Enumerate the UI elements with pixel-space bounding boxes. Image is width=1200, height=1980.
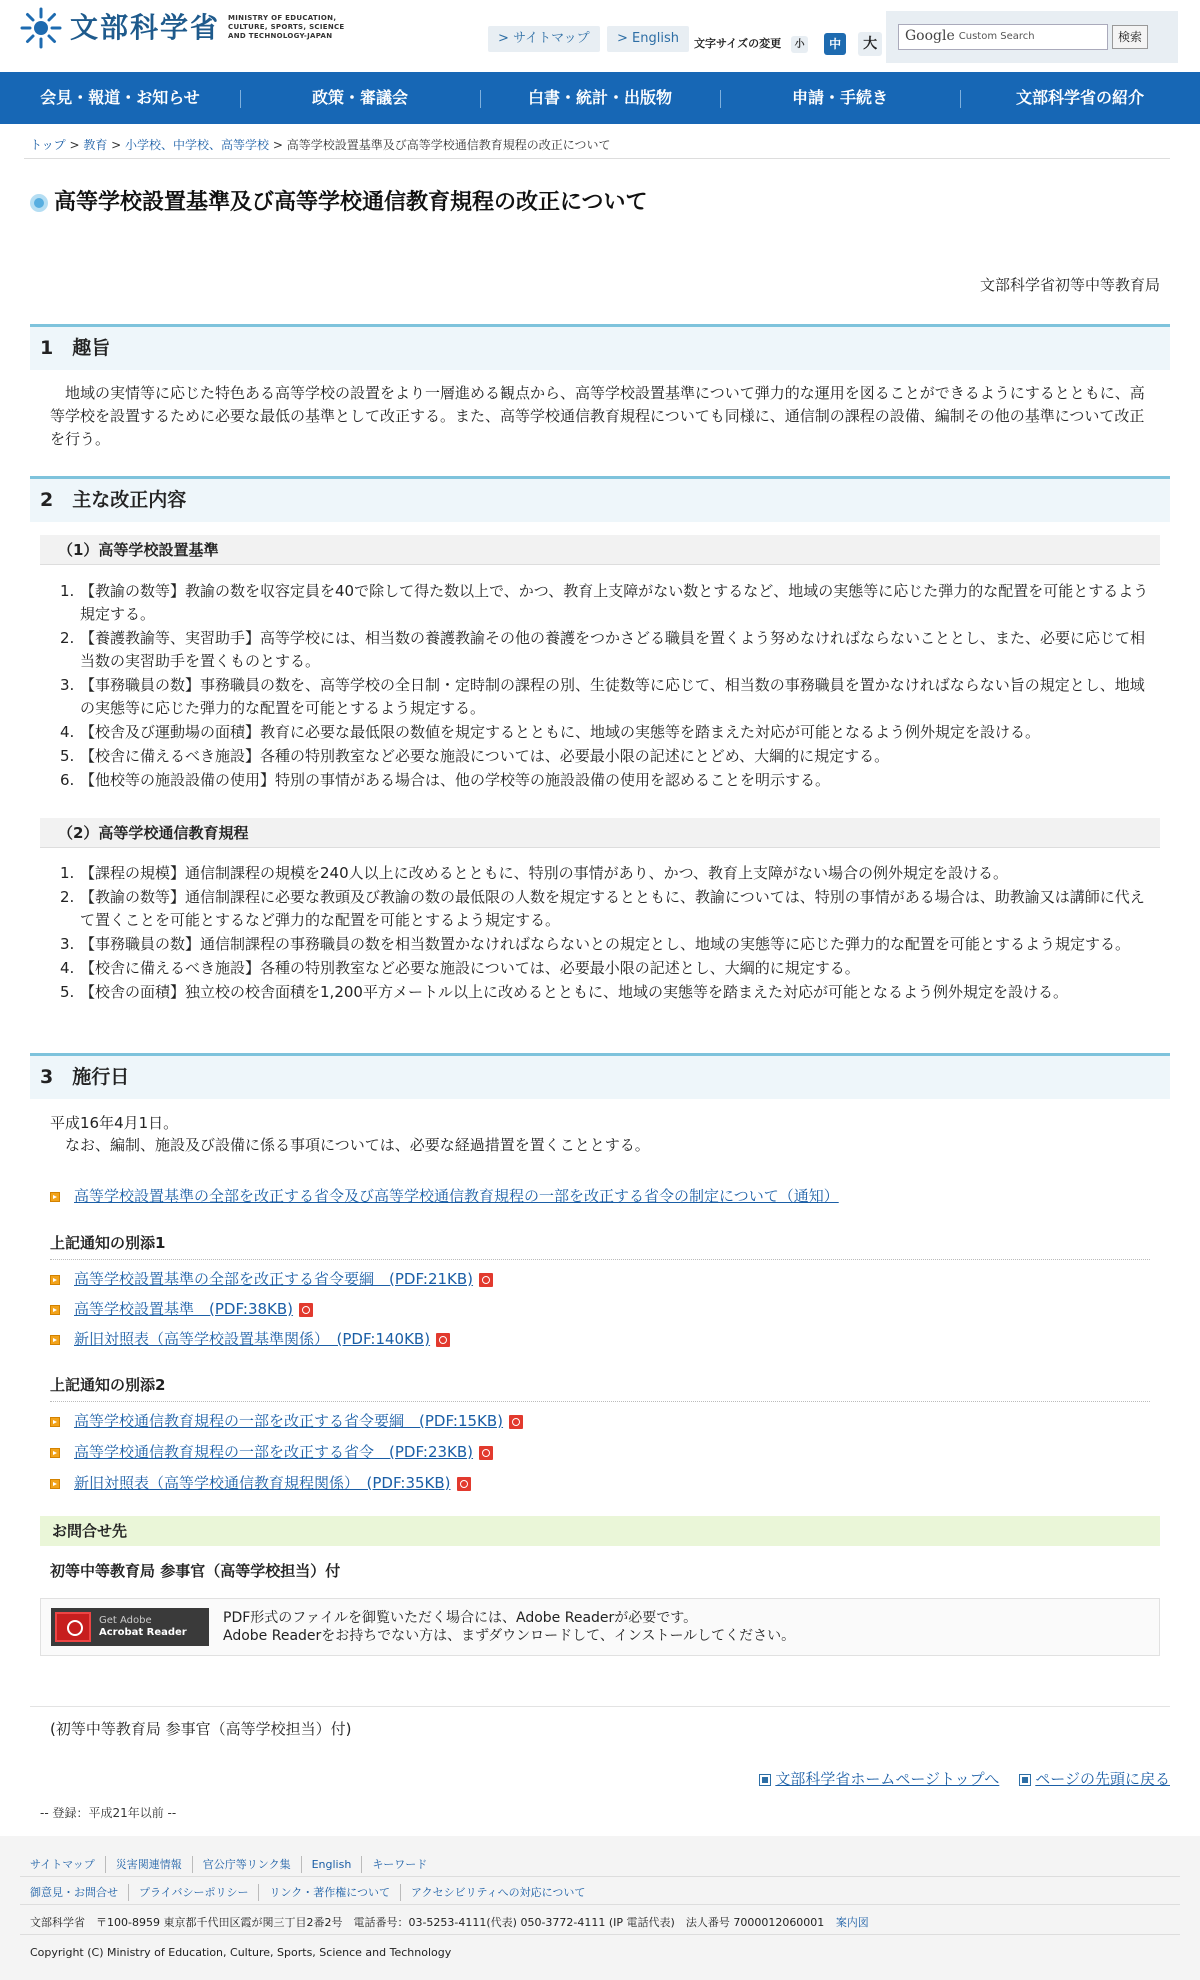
annex2-link-comparison[interactable]: 新旧対照表（高等学校通信教育規程関係） (PDF:35KB)	[74, 1474, 451, 1492]
footer-link-sitemap[interactable]: サイトマップ	[30, 1858, 95, 1871]
home-arrow-icon	[759, 1774, 771, 1786]
link-bullet-icon	[50, 1479, 60, 1489]
effective-date-note: なお、編制、施設及び設備に係る事項については、必要な経過措置を置くこととする。	[50, 1136, 650, 1154]
notice-link[interactable]: 高等学校設置基準の全部を改正する省令及び高等学校通信教育規程の一部を改正する省令の制定について（通知）	[74, 1187, 839, 1205]
effective-date: 平成16年4月1日。	[50, 1114, 179, 1132]
get-adobe-reader-button[interactable]	[51, 1608, 209, 1646]
list-item: 1. 【教諭の数等】教諭の数を収容定員を40で除して得た数以上で、かつ、教育上支障がない数とするなど、地域の実態等に応じた弾力的な配置を可能とするよう規定する。	[60, 582, 1149, 623]
list-item: 2. 【教諭の数等】通信制課程に必要な教頭及び教諭の数の最低限の人数を規定するとともに、教諭については、特別の事情がある場合は、助教諭又は講師に代えて置くことを可能とするなど弾力的な配置を可能とするよう規定する。	[60, 888, 1145, 929]
annex1-heading: 上記通知の別添1	[50, 1232, 1150, 1260]
list-item: 3. 【事務職員の数】通信制課程の事務職員の数を相当数置かなければならないとの規定とし、地域の実態等に応じた弾力的な配置を可能とするよう規定する。	[60, 935, 1131, 953]
page-title-text: 高等学校設置基準及び高等学校通信教育規程の改正について	[54, 190, 648, 215]
subheading-correspondence-regulations: （2）高等学校通信教育規程	[40, 818, 1160, 848]
list-item: 2. 【養護教諭等、実習助手】高等学校には、相当数の養護教諭その他の養護をつかさどる職員を置くよう努めなければならないこととし、また、必要に応じて相当数の実習助手を置くものとする。	[60, 629, 1146, 670]
annex2-link-row	[50, 1472, 471, 1495]
divider	[30, 1706, 1170, 1707]
home-link[interactable]: 文部科学省ホームページトップへ	[775, 1770, 1000, 1788]
annex2-link-outline[interactable]: 高等学校通信教育規程の一部を改正する省令要綱 (PDF:15KB)	[74, 1412, 504, 1430]
annex1-link-row	[50, 1328, 450, 1351]
logo-english: MINISTRY OF EDUCATION, CULTURE, SPORTS, SCIENCE AND TECHNOLOGY-JAPAN	[228, 14, 345, 41]
adobe-message-line2: Adobe Readerをお持ちでない方は、まずダウンロードして、インストールしてください。	[223, 1628, 796, 1644]
font-size-selector	[694, 32, 882, 56]
annex1-link-row	[50, 1268, 493, 1291]
font-size-small-button[interactable]: 小	[791, 36, 808, 53]
adobe-message	[223, 1609, 795, 1645]
annex2-link-row	[50, 1410, 523, 1433]
link-bullet-icon	[50, 1417, 60, 1427]
list-item: 4. 【校舎に備えるべき施設】各種の特別教室など必要な施設については、必要最小限の記述とし、大綱的に規定する。	[60, 959, 860, 977]
site-search	[886, 11, 1178, 63]
nav-item-press[interactable]: 会見・報道・お知らせ	[40, 87, 200, 107]
adobe-badge-small: Get Adobe	[99, 1615, 152, 1626]
search-placeholder: Custom Search	[958, 31, 1035, 43]
font-size-medium-button[interactable]: 中	[824, 33, 846, 55]
font-size-label: 文字サイズの変更	[694, 37, 782, 51]
annex1-link-outline[interactable]: 高等学校設置基準の全部を改正する省令要綱 (PDF:21KB)	[74, 1270, 474, 1288]
list-item: 5. 【校舎に備えるべき施設】各種の特別教室など必要な施設については、必要最小限の記述にとどめ、大綱的に規定する。	[60, 747, 890, 765]
global-nav	[0, 72, 1200, 124]
page-links	[759, 1768, 1170, 1791]
registration-date: -- 登録：平成21年以前 --	[40, 1806, 177, 1820]
google-logo: Google	[905, 28, 955, 45]
pdf-icon	[479, 1273, 493, 1287]
footer-department: (初等中等教育局 参事官（高等学校担当）付)	[50, 1720, 352, 1738]
list-item: 1. 【課程の規模】通信制課程の規模を240人以上に改めるとともに、特別の事情があり、かつ、教育上支障がない場合の例外規定を設ける。	[60, 864, 1009, 882]
adobe-message-line1: PDF形式のファイルを御覧いただく場合には、Adobe Readerが必要です。	[223, 1610, 698, 1626]
list-item: 3. 【事務職員の数】事務職員の数を、高等学校の全日制・定時制の課程の別、生徒数等に応じて、相当数の事務職員を置かなければならない旨の規定とし、地域の実態等に応じた弾力的な配置を可能とするよう規定する。	[60, 676, 1145, 717]
link-bullet-icon	[50, 1305, 60, 1315]
copyright: Copyright (C) Ministry of Education, Culture, Sports, Science and Technology	[30, 1946, 452, 1959]
purpose-text: 地域の実情等に応じた特色ある高等学校の設置をより一層進める観点から、高等学校設置基準について弾力的な運用を図ることができるようにするとともに、高等学校を設置するために必要な最低の基準として改正する。また、高等学校通信教育規程についても同様に、通信制の課程の設備、編制その他の基準について改正を行う。	[50, 384, 1145, 448]
breadcrumb-divider	[24, 158, 1170, 159]
footer-divider	[20, 1876, 1180, 1877]
font-size-large-button[interactable]: 大	[858, 32, 882, 56]
site-header	[0, 0, 1200, 72]
section-heading-amendments: 2 主な改正内容	[30, 476, 1170, 522]
site-logo[interactable]	[20, 6, 358, 49]
list-item: 4. 【校舎及び運動場の面積】教育に必要な最低限の数値を規定するとともに、地域の実態等を踏まえた対応が可能となるよう例外規定を設ける。	[60, 723, 1041, 741]
annex1-link-row	[50, 1298, 313, 1321]
correspondence-regulations-list	[60, 862, 1150, 1005]
establishment-standards-list	[60, 580, 1150, 793]
page-title	[30, 186, 648, 220]
search-input[interactable]	[898, 24, 1108, 50]
footer-link-copyright[interactable]: リンク・著作権について	[258, 1884, 400, 1901]
subheading-establishment-standards: （1）高等学校設置基準	[40, 535, 1160, 565]
link-bullet-icon	[50, 1192, 60, 1202]
adobe-logo-icon	[55, 1612, 91, 1642]
back-to-top-link[interactable]: ページの先頭に戻る	[1035, 1770, 1170, 1788]
footer-divider	[20, 1934, 1180, 1935]
link-bullet-icon	[50, 1275, 60, 1285]
breadcrumb-top[interactable]: トップ	[30, 138, 66, 152]
sitemap-link[interactable]: > サイトマップ	[488, 26, 600, 52]
address-text: 文部科学省 〒100-8959 東京都千代田区霞が関三丁目2番2号 電話番号：03-5253-4111(代表) 050-3772-4111 (IP 電話代表) 法人番号 7000012060001	[30, 1916, 825, 1929]
pdf-icon	[479, 1446, 493, 1460]
footer-links-primary	[30, 1856, 437, 1873]
footer-link-accessibility[interactable]: アクセシビリティへの対応について	[400, 1884, 595, 1901]
adobe-badge-big: Acrobat Reader	[99, 1627, 187, 1638]
footer-link-government[interactable]: 官公庁等リンク集	[192, 1856, 301, 1873]
back-to-top-row	[1019, 1768, 1170, 1791]
footer-address	[30, 1914, 869, 1931]
footer-links-secondary	[30, 1884, 595, 1901]
footer-link-keyword[interactable]: キーワード	[361, 1856, 437, 1873]
pdf-icon	[509, 1415, 523, 1429]
pdf-icon	[299, 1303, 313, 1317]
search-button[interactable]: 検索	[1112, 25, 1148, 49]
up-arrow-icon	[1019, 1774, 1031, 1786]
nav-item-publications[interactable]: 白書・統計・出版物	[480, 86, 720, 111]
contact-heading: お問合せ先	[40, 1516, 1160, 1546]
breadcrumb: トップ > 教育 > 小学校、中学校、高等学校 > 高等学校設置基準及び高等学校通信教育規程の改正について	[30, 138, 611, 152]
breadcrumb-schools[interactable]: 小学校、中学校、高等学校	[125, 138, 270, 152]
footer-link-disaster[interactable]: 災害関連情報	[105, 1856, 192, 1873]
breadcrumb-education[interactable]: 教育	[83, 138, 108, 152]
nav-item-policy[interactable]: 政策・審議会	[240, 86, 480, 111]
pdf-icon	[457, 1477, 471, 1491]
adobe-badge-text	[99, 1615, 187, 1639]
link-bullet-icon	[50, 1335, 60, 1345]
nav-item-applications[interactable]: 申請・手続き	[720, 86, 960, 111]
contact-department: 初等中等教育局 参事官（高等学校担当）付	[50, 1562, 341, 1580]
mext-emblem-icon	[20, 7, 62, 49]
footer-divider	[20, 1904, 1180, 1905]
section-heading-effective-date: 3 施行日	[30, 1053, 1170, 1099]
list-item: 6. 【他校等の施設設備の使用】特別の事情がある場合は、他の学校等の施設設備の使用を認めることを明示する。	[60, 771, 831, 789]
nav-item-about[interactable]: 文部科学省の紹介	[960, 86, 1200, 111]
pdf-icon	[436, 1333, 450, 1347]
home-link-row	[759, 1768, 999, 1791]
link-bullet-icon	[50, 1448, 60, 1458]
annex1-link-standards[interactable]: 高等学校設置基準 (PDF:38KB)	[74, 1300, 294, 1318]
section-heading-purpose: 1 趣旨	[30, 324, 1170, 370]
adobe-reader-notice	[40, 1598, 1160, 1656]
footer-link-privacy[interactable]: プライバシーポリシー	[128, 1884, 258, 1901]
notice-link-row	[50, 1185, 839, 1208]
footer-link-contact[interactable]: 御意見・お問合せ	[30, 1886, 118, 1899]
annex2-link-row	[50, 1441, 493, 1464]
title-bullet-icon	[30, 194, 48, 212]
breadcrumb-current: 高等学校設置基準及び高等学校通信教育規程の改正について	[286, 138, 611, 152]
logo-text: 文部科学省	[70, 11, 221, 44]
footer-link-english[interactable]: English	[301, 1856, 362, 1873]
annex2-heading: 上記通知の別添2	[50, 1374, 1150, 1402]
annex1-link-comparison[interactable]: 新旧対照表（高等学校設置基準関係） (PDF:140KB)	[74, 1330, 431, 1348]
annex2-link-ordinance[interactable]: 高等学校通信教育規程の一部を改正する省令 (PDF:23KB)	[74, 1443, 474, 1461]
list-item: 5. 【校舎の面積】独立校の校舎面積を1,200平方メートル以上に改めるとともに、地域の実態等を踏まえた対応が可能となるよう例外規定を設ける。	[60, 983, 1068, 1001]
issuing-bureau: 文部科学省初等中等教育局	[979, 276, 1160, 294]
english-link[interactable]: > English	[607, 26, 689, 52]
map-link[interactable]: 案内図	[835, 1916, 869, 1929]
